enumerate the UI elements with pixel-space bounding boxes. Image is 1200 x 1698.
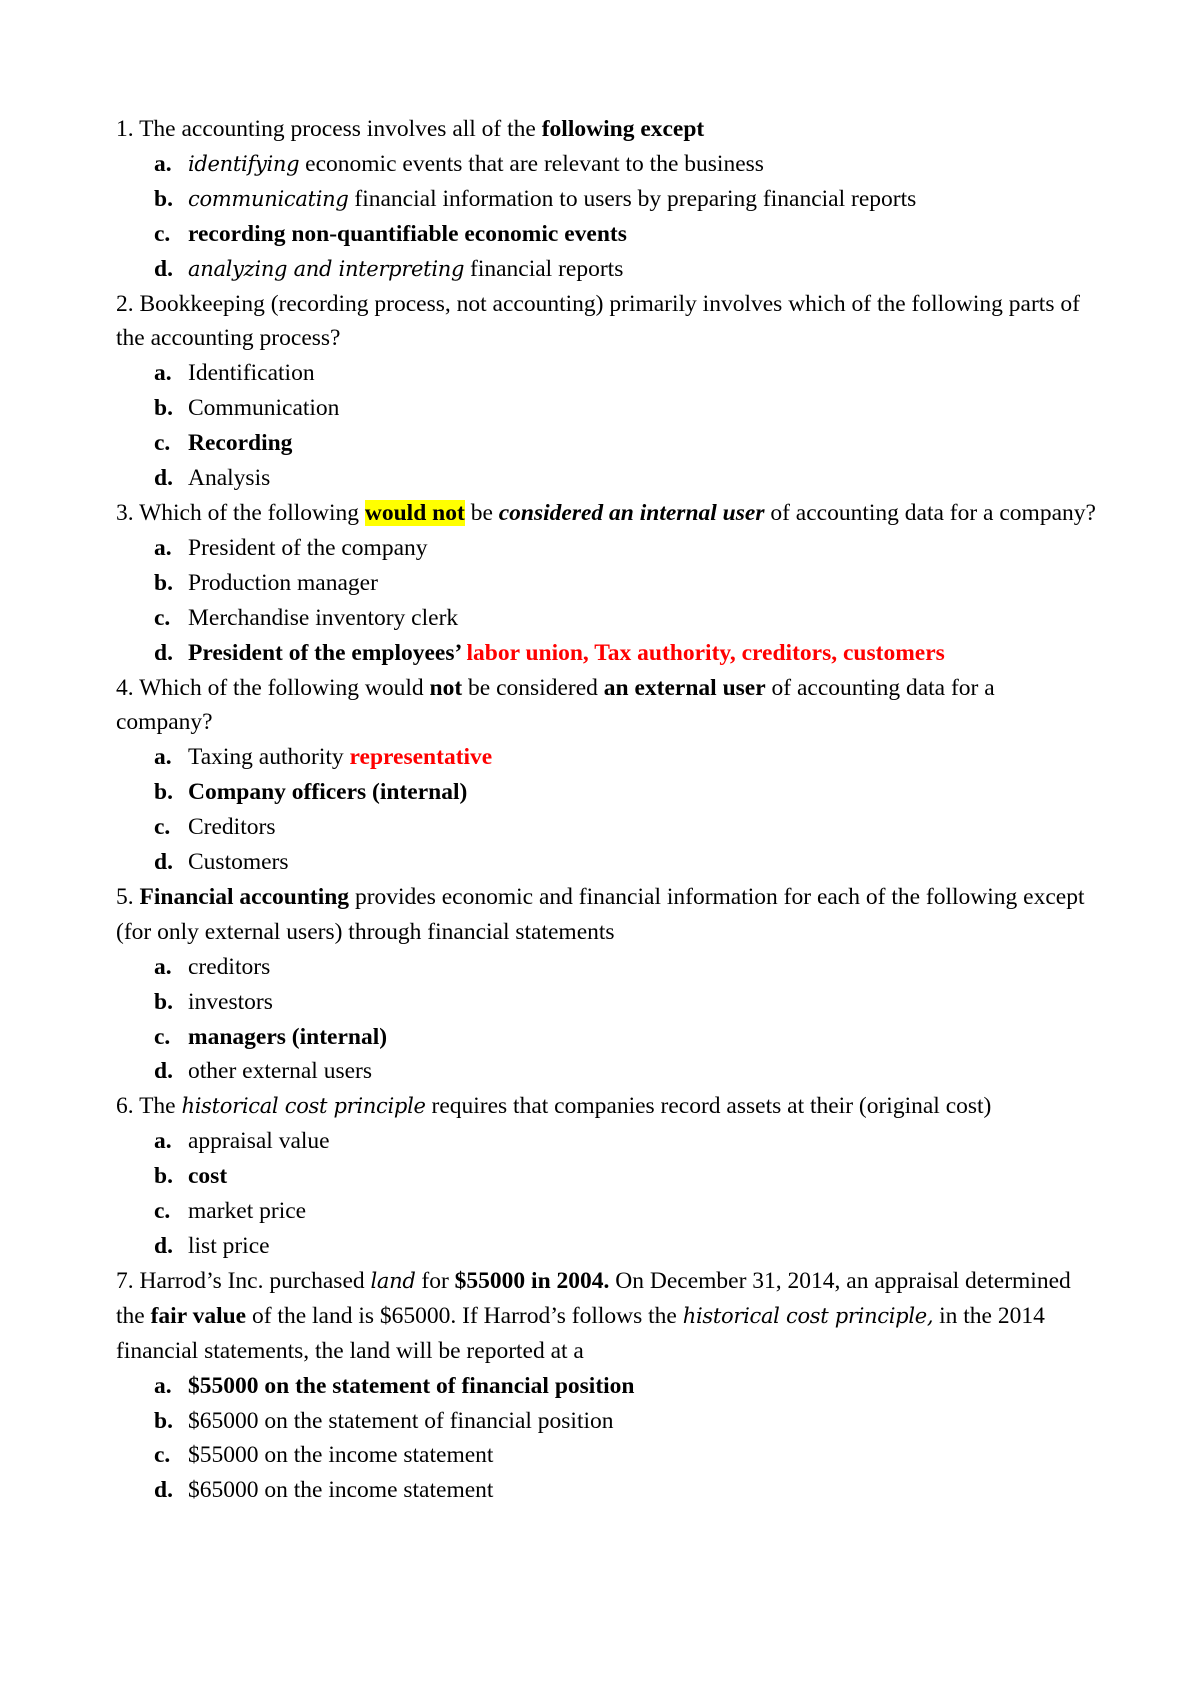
question-5: 5. Financial accounting provides economic and financial information for each of the following except (for only external users) through financial statements (116, 883, 1085, 945)
q6-option-d: d. list price (154, 1233, 270, 1259)
q4-option-a: a. Taxing authority representative (154, 744, 493, 771)
q7-option-a: a. $55000 on the statement of financial position (154, 1372, 635, 1399)
red-annotation: labor union, Tax authority, creditors, customers (460, 639, 945, 666)
q3-option-d: d. President of the employees’ labor union, Tax authority, creditors, customers (154, 639, 945, 666)
q6-option-c: c. market price (154, 1198, 307, 1225)
q1-option-c: c. recording non-quantifiable economic events (154, 220, 627, 247)
q5-option-c: c. managers (internal) (154, 1023, 388, 1050)
q7-option-d: d. $65000 on the income statement (154, 1477, 494, 1504)
q4-option-d: d. Customers (154, 849, 289, 876)
q1-option-b: b. communicating financial information to users by preparing financial reports (154, 185, 917, 212)
question-7: 7. Harrod’s Inc. purchased land for $55000 in 2004. On December 31, 2014, an appraisal determined the fair value of the land is $65000. If Harrod’s follows the historical cost principle, in the 2014 financial statements, the land will be reported at a (116, 1267, 1071, 1364)
question-1: 1. The accounting process involves all of the following except (116, 116, 705, 142)
q2-option-d: d. Analysis (154, 465, 271, 492)
q1-option-a: a. identifying economic events that are relevant to the business (154, 150, 764, 177)
question-4: 4. Which of the following would not be considered an external user of accounting data for a company? (116, 674, 995, 736)
q4-option-b: b. Company officers (internal) (154, 779, 468, 806)
q1-option-d: d. analyzing and interpreting financial reports (154, 255, 624, 282)
q5-option-a: a. creditors (154, 953, 271, 980)
question-3: 3. Which of the following would not be considered an internal user of accounting data for a company? (116, 499, 1096, 526)
q2-option-c: c. Recording (154, 430, 293, 457)
q3-option-b: b. Production manager (154, 569, 378, 596)
q3-option-c: c. Merchandise inventory clerk (154, 604, 459, 631)
question-6: 6. The historical cost principle requires that companies record assets at their (original cost) (116, 1093, 992, 1120)
q5-option-d: d. other external users (154, 1058, 373, 1085)
q7-option-c: c. $55000 on the income statement (154, 1442, 494, 1469)
q5-option-b: b. investors (154, 988, 273, 1015)
quiz-document (116, 112, 1096, 1508)
q7-option-b: b. $65000 on the statement of financial position (154, 1407, 614, 1434)
red-annotation: representative (349, 744, 493, 771)
q3-option-a: a. President of the company (154, 534, 428, 561)
q6-option-a: a. appraisal value (154, 1128, 330, 1155)
q6-option-b: b. cost (154, 1163, 228, 1190)
q4-option-c: c. Creditors (154, 814, 276, 841)
q2-option-b: b. Communication (154, 395, 340, 422)
q2-option-a: a. Identification (154, 360, 315, 387)
question-2: 2. Bookkeeping (recording process, not accounting) primarily involves which of the following parts of the accounting process? (116, 290, 1080, 352)
highlighted-text: would not (364, 499, 465, 526)
